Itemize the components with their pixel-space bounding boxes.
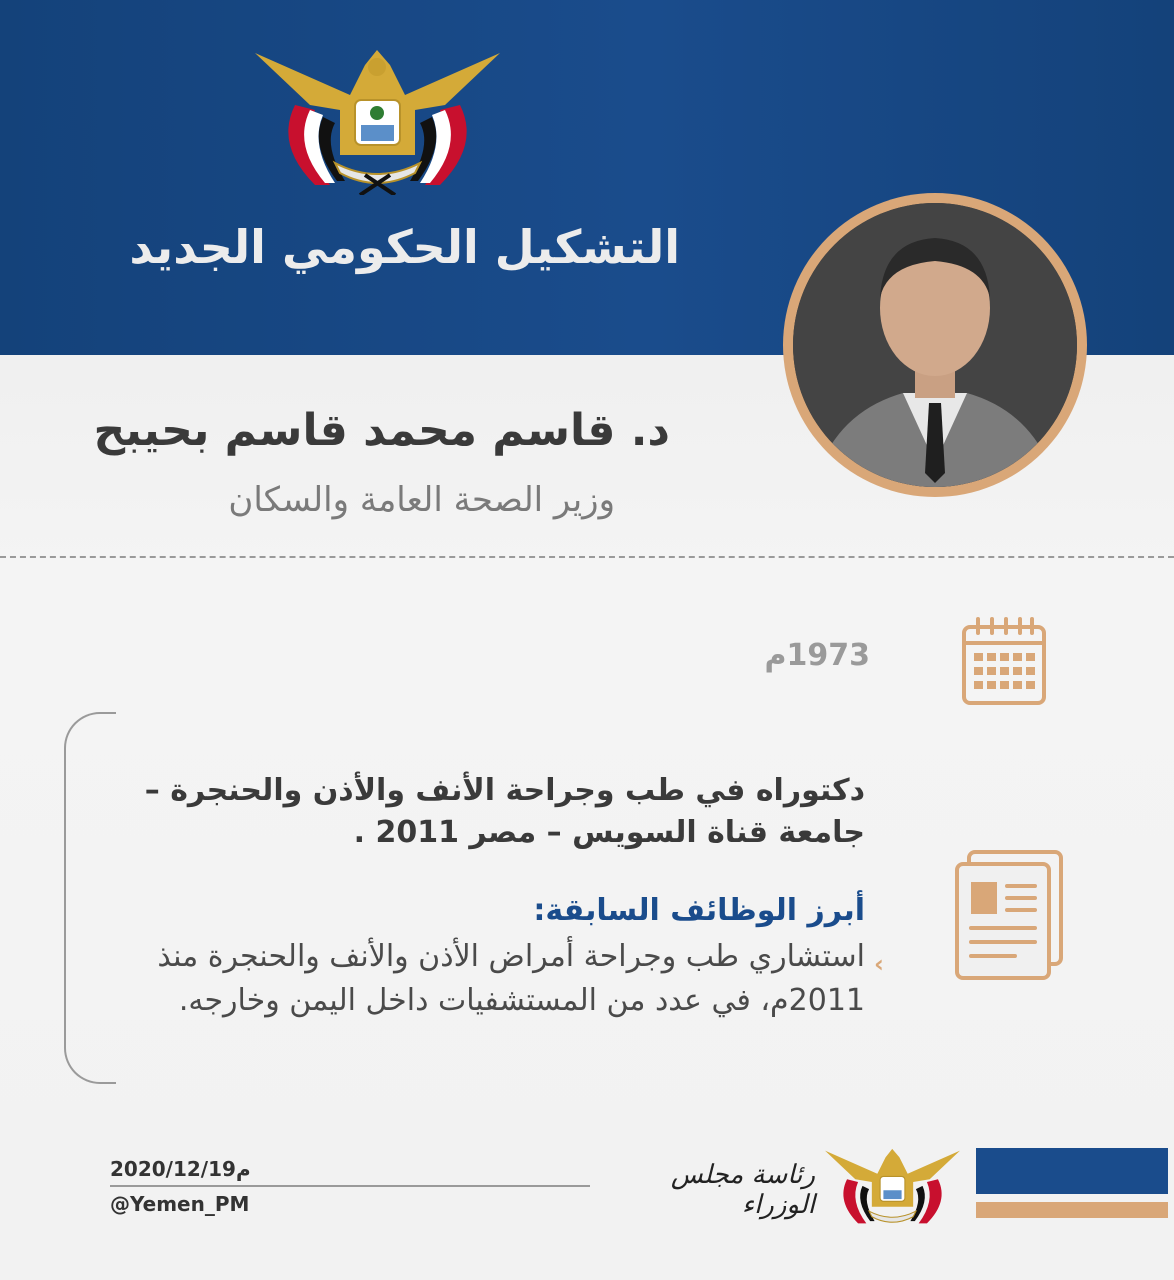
footer-gold-bar bbox=[976, 1202, 1168, 1218]
person-silhouette-icon bbox=[793, 203, 1077, 487]
portrait-frame bbox=[783, 193, 1087, 497]
calendar-icon bbox=[962, 617, 1046, 705]
person-role: وزير الصحة العامة والسكان bbox=[228, 480, 615, 520]
bullet-chevron-icon: ‹ bbox=[874, 950, 884, 978]
office-signature: رئاسة مجلس الوزراء bbox=[670, 1160, 815, 1220]
twitter-handle: @Yemen_PM bbox=[110, 1192, 250, 1216]
content-bracket bbox=[64, 712, 116, 1084]
person-name: د. قاسم محمد قاسم بحيبح bbox=[93, 405, 670, 456]
footer-line bbox=[110, 1185, 590, 1187]
yemen-emblem-icon bbox=[255, 45, 500, 195]
portrait-photo bbox=[793, 203, 1077, 487]
yemen-emblem-small-icon bbox=[825, 1145, 960, 1230]
previous-jobs-text: استشاري طب وجراحة أمراض الأذن والأنف والحنجرة منذ 2011م، في عدد من المستشفيات داخل اليمن وخارجه. bbox=[157, 939, 865, 1018]
page-title: التشكيل الحكومي الجديد bbox=[129, 220, 680, 274]
dashed-divider bbox=[0, 556, 1174, 558]
document-icon bbox=[955, 850, 1065, 980]
education-text: دكتوراه في طب وجراحة الأنف والأذن والحنجرة – جامعة قناة السويس – مصر 2011 . bbox=[144, 773, 865, 850]
previous-jobs-heading: أبرز الوظائف السابقة: bbox=[533, 893, 865, 928]
post-date: 2020/12/19م bbox=[110, 1157, 251, 1181]
birth-year: 1973م bbox=[764, 638, 870, 673]
footer-blue-bar bbox=[976, 1148, 1168, 1194]
